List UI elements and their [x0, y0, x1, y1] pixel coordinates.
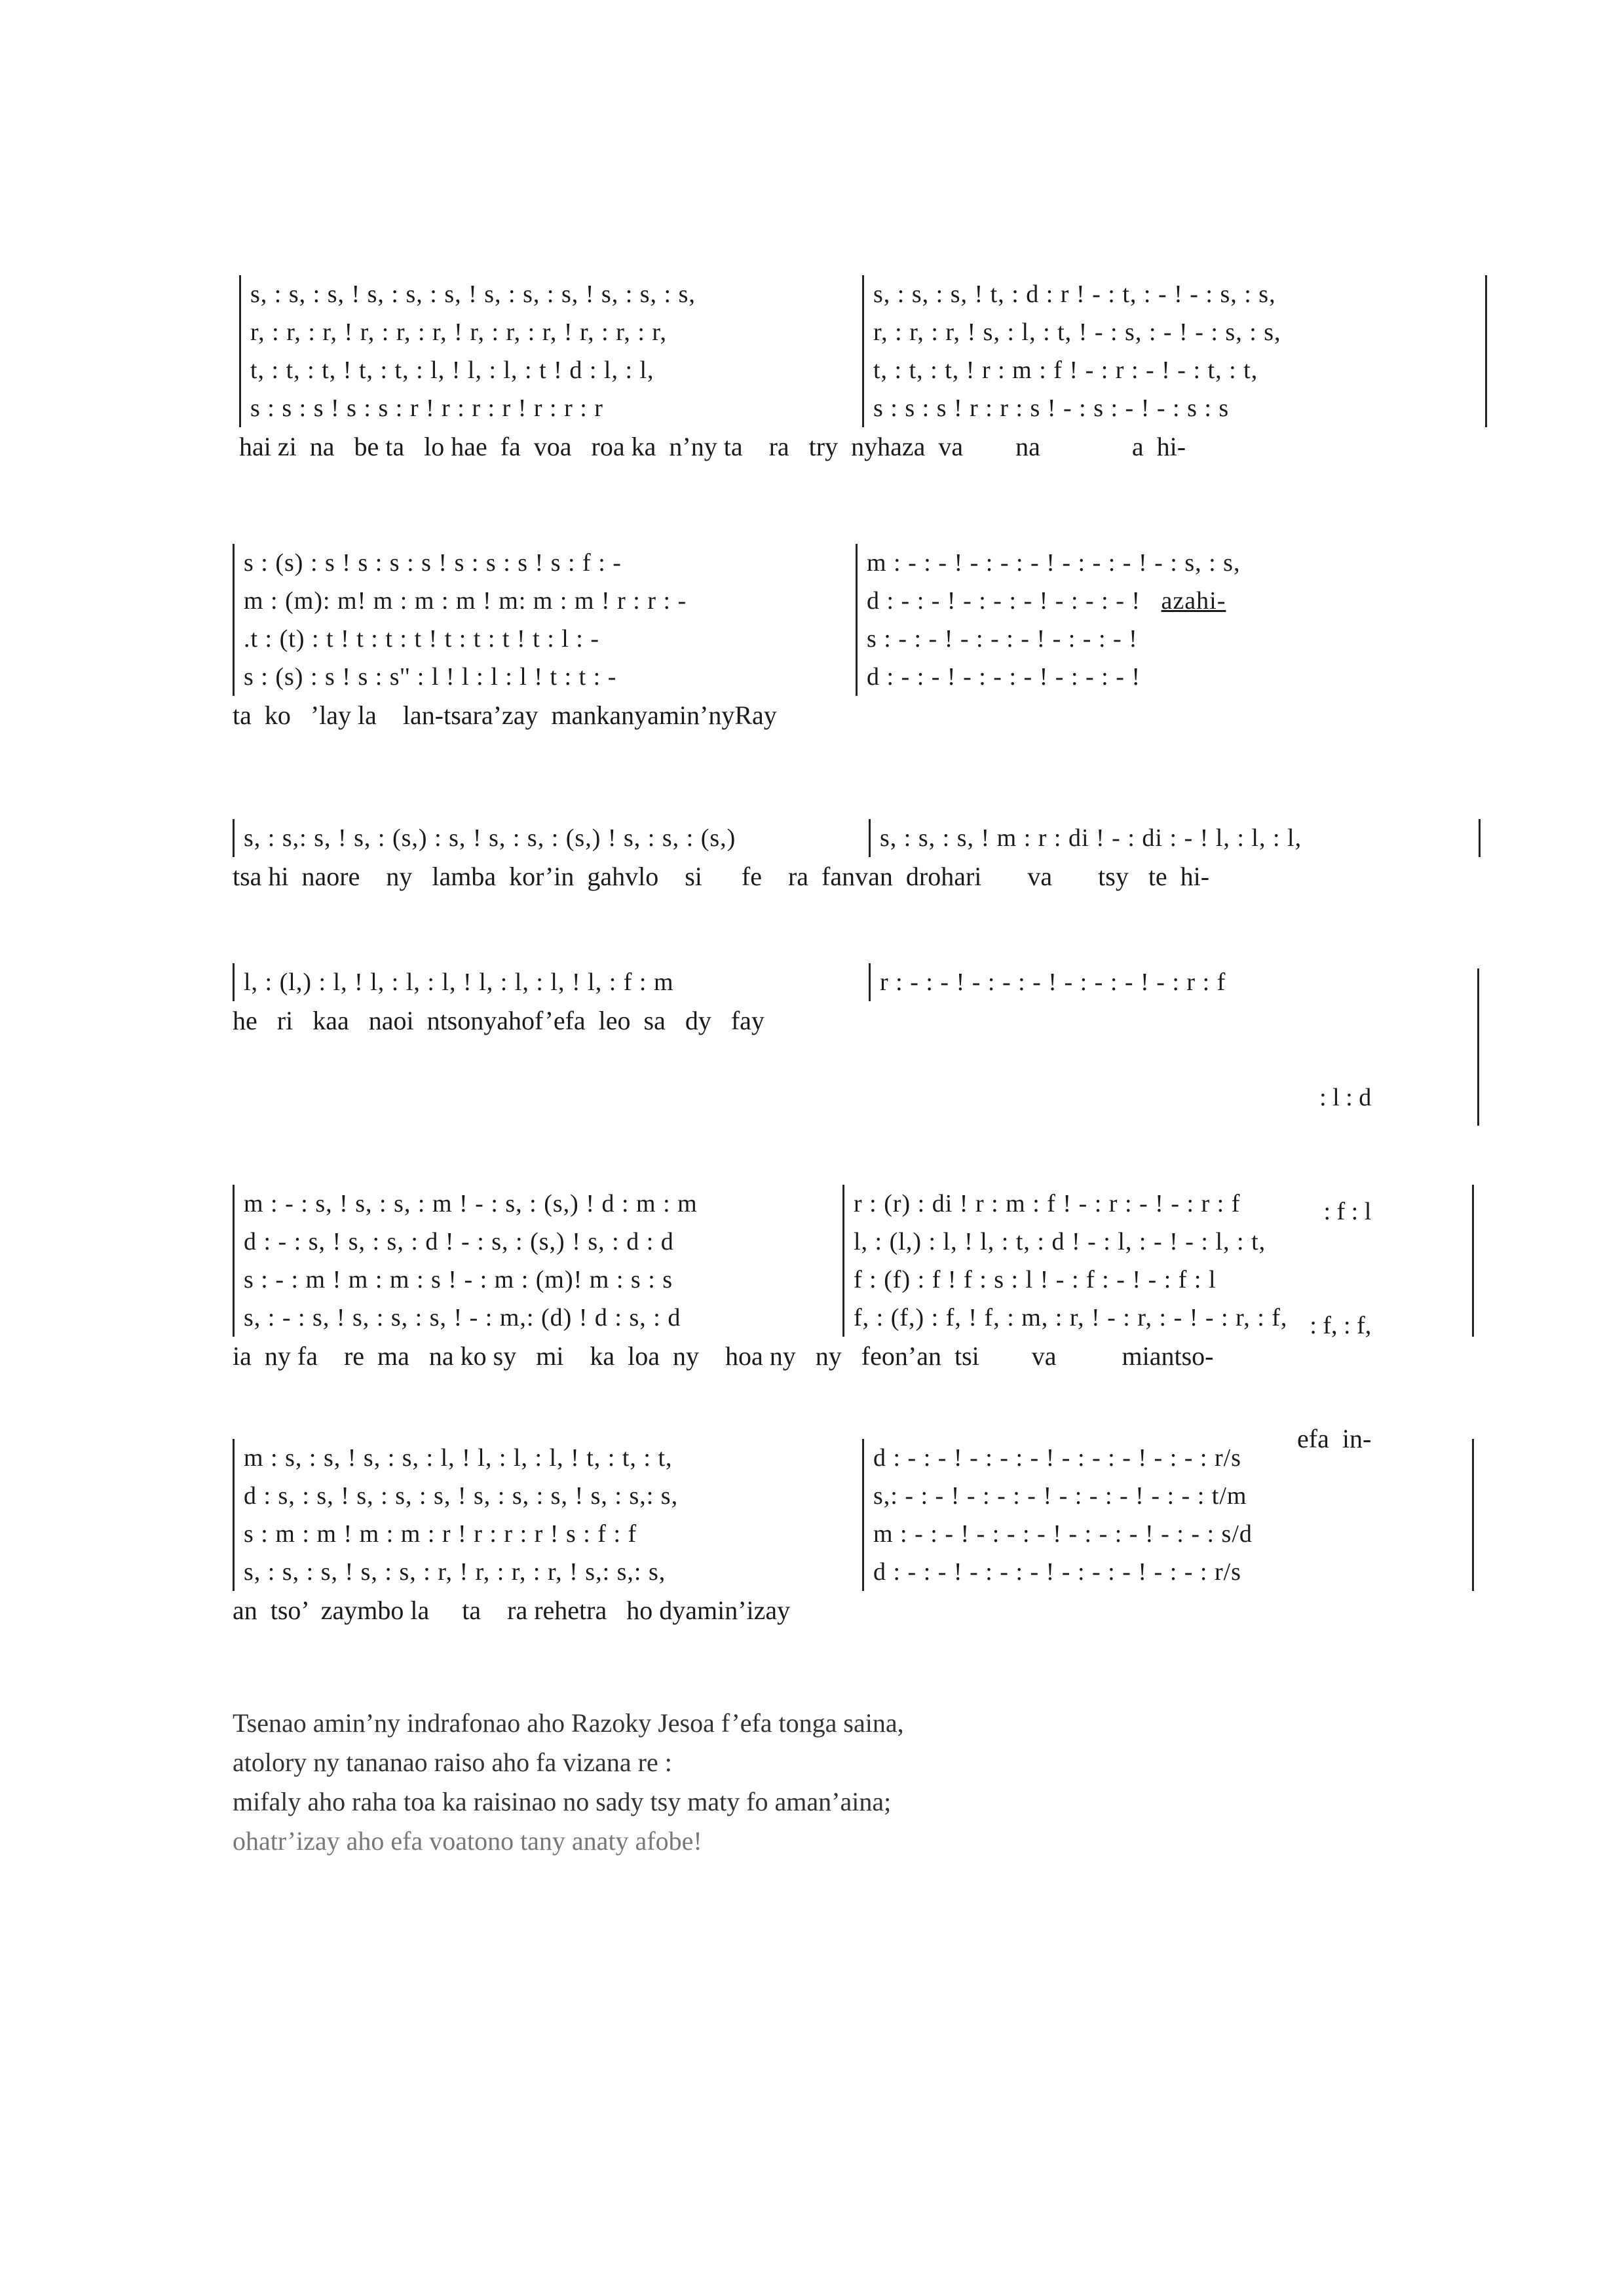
barline — [1477, 968, 1479, 1126]
system-2 — [233, 544, 1465, 734]
melody-line: l, : (l,) : l, ! l, : l, : l, ! l, : l, : l, ! l, : f : m — [244, 968, 674, 996]
system-6-final-block — [233, 1439, 1474, 1629]
lyrics-line: ta ko ’lay la lan-tsara’zay mankanyamin’nyRay — [233, 700, 777, 730]
soprano-line: m : - : s, ! s, : s, : m ! - : s, : (s,) ! d : m : m — [244, 1190, 698, 1217]
alto-notes: d : - : - ! - : - : - ! - : - : - ! — [867, 587, 1141, 615]
system-1-left-block — [241, 275, 862, 427]
soprano-line: d : - : - ! - : - : - ! - : - : - ! - : - : r/s — [873, 1444, 1241, 1472]
tenor-line: m : - : - ! - : - : - ! - : - : - ! - : - : s/d — [873, 1520, 1253, 1548]
tenor-line: t, : t, : t, ! t, : t, : l, ! l, : l, : t ! d : l, : l, — [250, 356, 654, 384]
barline — [1472, 1185, 1474, 1337]
soprano-line: r : (r) : di ! r : m : f ! - : r : - ! - : r : f — [854, 1190, 1241, 1217]
azahi-text: azahi- — [1161, 587, 1226, 615]
system-5-right-block — [844, 1185, 1472, 1337]
system-4-left-block — [235, 963, 869, 1001]
system-3-left-block — [235, 819, 869, 857]
bass-line: s : s : s ! r : r : s ! - : s : - ! - : s : s — [873, 394, 1230, 422]
tail-bass: : f, : f, — [1310, 1312, 1372, 1339]
soprano-line: s : (s) : s ! s : s : s ! s : s : s ! s : f : - — [244, 549, 622, 577]
lyrics-line: ia ny fa re ma na ko sy mi ka loa ny hoa ny ny feon’an tsi va miantso- — [233, 1341, 1214, 1371]
melody-line: r : - : - ! - : - : - ! - : - : - ! - : r : f — [880, 968, 1226, 996]
tenor-line: s : m : m ! m : m : r ! r : r : r ! s : f : f — [244, 1520, 637, 1548]
tail-lyric: efa in- — [1297, 1424, 1372, 1453]
soprano-line: m : s, : s, ! s, : s, : l, ! l, : l, : l, ! t, : t, : t, — [244, 1444, 673, 1472]
bass-line: s : (s) : s ! s : s'' : l ! l : l : l ! t : t : - — [244, 663, 617, 691]
soprano-line: m : - : - ! - : - : - ! - : - : - ! - : s, : s, — [867, 549, 1241, 577]
tenor-line: .t : (t) : t ! t : t : t ! t : t : t ! t : l : - — [244, 625, 600, 653]
alto-line: m : (m): m! m : m : m ! m: m : m ! r : r : - — [244, 587, 687, 615]
barline — [1479, 819, 1481, 857]
bass-line: d : - : - ! - : - : - ! - : - : - ! - : - : r/s — [873, 1558, 1241, 1586]
melody-line: s, : s, : s, ! m : r : di ! - : di : - ! l, : l, : l, — [880, 824, 1302, 852]
system-1 — [239, 275, 1487, 465]
system-4-right-block — [871, 963, 1479, 1001]
system-2-left-block — [235, 544, 856, 696]
system-6-left-block — [235, 1439, 862, 1591]
alto-line: d : - : s, ! s, : s, : d ! - : s, : (s,) ! s, : d : d — [244, 1228, 674, 1255]
system-4 — [233, 963, 1479, 1039]
alto-line: s,: - : - ! - : - : - ! - : - : - ! - : - : t/m — [873, 1482, 1247, 1510]
alto-line: r, : r, : r, ! r, : r, : r, ! r, : r, : r, ! r, : r, : r, — [250, 318, 668, 346]
tenor-line: s : - : - ! - : - : - ! - : - : - ! — [867, 625, 1138, 653]
alto-line: d : s, : s, ! s, : s, : s, ! s, : s, : s, ! s, : s,: s, — [244, 1482, 679, 1510]
system-5-left-block — [235, 1185, 842, 1337]
barline — [1485, 275, 1487, 427]
lyrics-line: hai zi na be ta lo hae fa voa roa ka n’ny ta ra try nyhaza va na a hi- — [239, 432, 1186, 461]
verse-line: Tsenao amin’ny indrafonao aho Razoky Jesoa f’efa tonga saina, — [233, 1708, 904, 1738]
melody-line: s, : s,: s, ! s, : (s,) : s, ! s, : s, : (s,) ! s, : s, : (s,) — [244, 824, 736, 852]
verse-line: mifaly aho raha toa ka raisinao no sady tsy maty fo aman’aina; — [233, 1787, 892, 1816]
system-3-right-block — [871, 819, 1479, 857]
alto-line — [867, 582, 1456, 620]
tail-tenor: : f : l — [1323, 1198, 1372, 1225]
soprano-line: s, : s, : s, ! t, : d : r ! - : t, : - ! - : s, : s, — [873, 280, 1276, 308]
verse-line: atolory ny tananao raiso aho fa vizana re : — [233, 1748, 672, 1777]
verse-line: ohatr’izay aho efa voatono tany anaty afobe! — [233, 1826, 702, 1856]
lyrics-line: tsa hi naore ny lamba kor’in gahvlo si fe ra fanvan drohari va tsy te hi- — [233, 862, 1210, 891]
barline — [1472, 1439, 1474, 1591]
soprano-line: s, : s, : s, ! s, : s, : s, ! s, : s, : s, ! s, : s, : s, — [250, 280, 696, 308]
alto-line: r, : r, : r, ! s, : l, : t, ! - : s, : - ! - : s, : s, — [873, 318, 1281, 346]
lyrics-line: an tso’ zaymbo la ta ra rehetra ho dyamin’izay — [233, 1596, 791, 1625]
system-5 — [233, 1185, 1474, 1375]
system-2-right-block — [858, 544, 1465, 696]
tenor-line: t, : t, : t, ! r : m : f ! - : r : - ! - : t, : t, — [873, 356, 1258, 384]
verse-text — [233, 1704, 904, 1861]
lyrics-line: he ri kaa naoi ntsonyahof’efa leo sa dy fay — [233, 1006, 765, 1035]
bass-line: s, : - : s, ! s, : s, : s, ! - : m,: (d) ! d : s, : d — [244, 1304, 681, 1331]
bass-line: s, : s, : s, ! s, : s, : r, ! r, : r, : r, ! s,: s,: s, — [244, 1558, 666, 1586]
alto-line: l, : (l,) : l, ! l, : t, : d ! - : l, : - ! - : l, : t, — [854, 1228, 1266, 1255]
tenor-line: s : - : m ! m : m : s ! - : m : (m)! m : s : s — [244, 1266, 673, 1293]
system-1-right-block — [864, 275, 1485, 427]
bass-line: s : s : s ! s : s : r ! r : r : r ! r : r : r — [250, 394, 603, 422]
tenor-line: f : (f) : f ! f : s : l ! - : f : - ! - : f : l — [854, 1266, 1217, 1293]
tail-alto: : l : d — [1319, 1084, 1372, 1111]
bass-line: f, : (f,) : f, ! f, : m, : r, ! - : r, : - ! - : r, : f, — [854, 1304, 1288, 1331]
system-6-right-block — [864, 1439, 1472, 1591]
system-3 — [233, 819, 1481, 895]
bass-line: d : - : - ! - : - : - ! - : - : - ! — [867, 663, 1141, 691]
